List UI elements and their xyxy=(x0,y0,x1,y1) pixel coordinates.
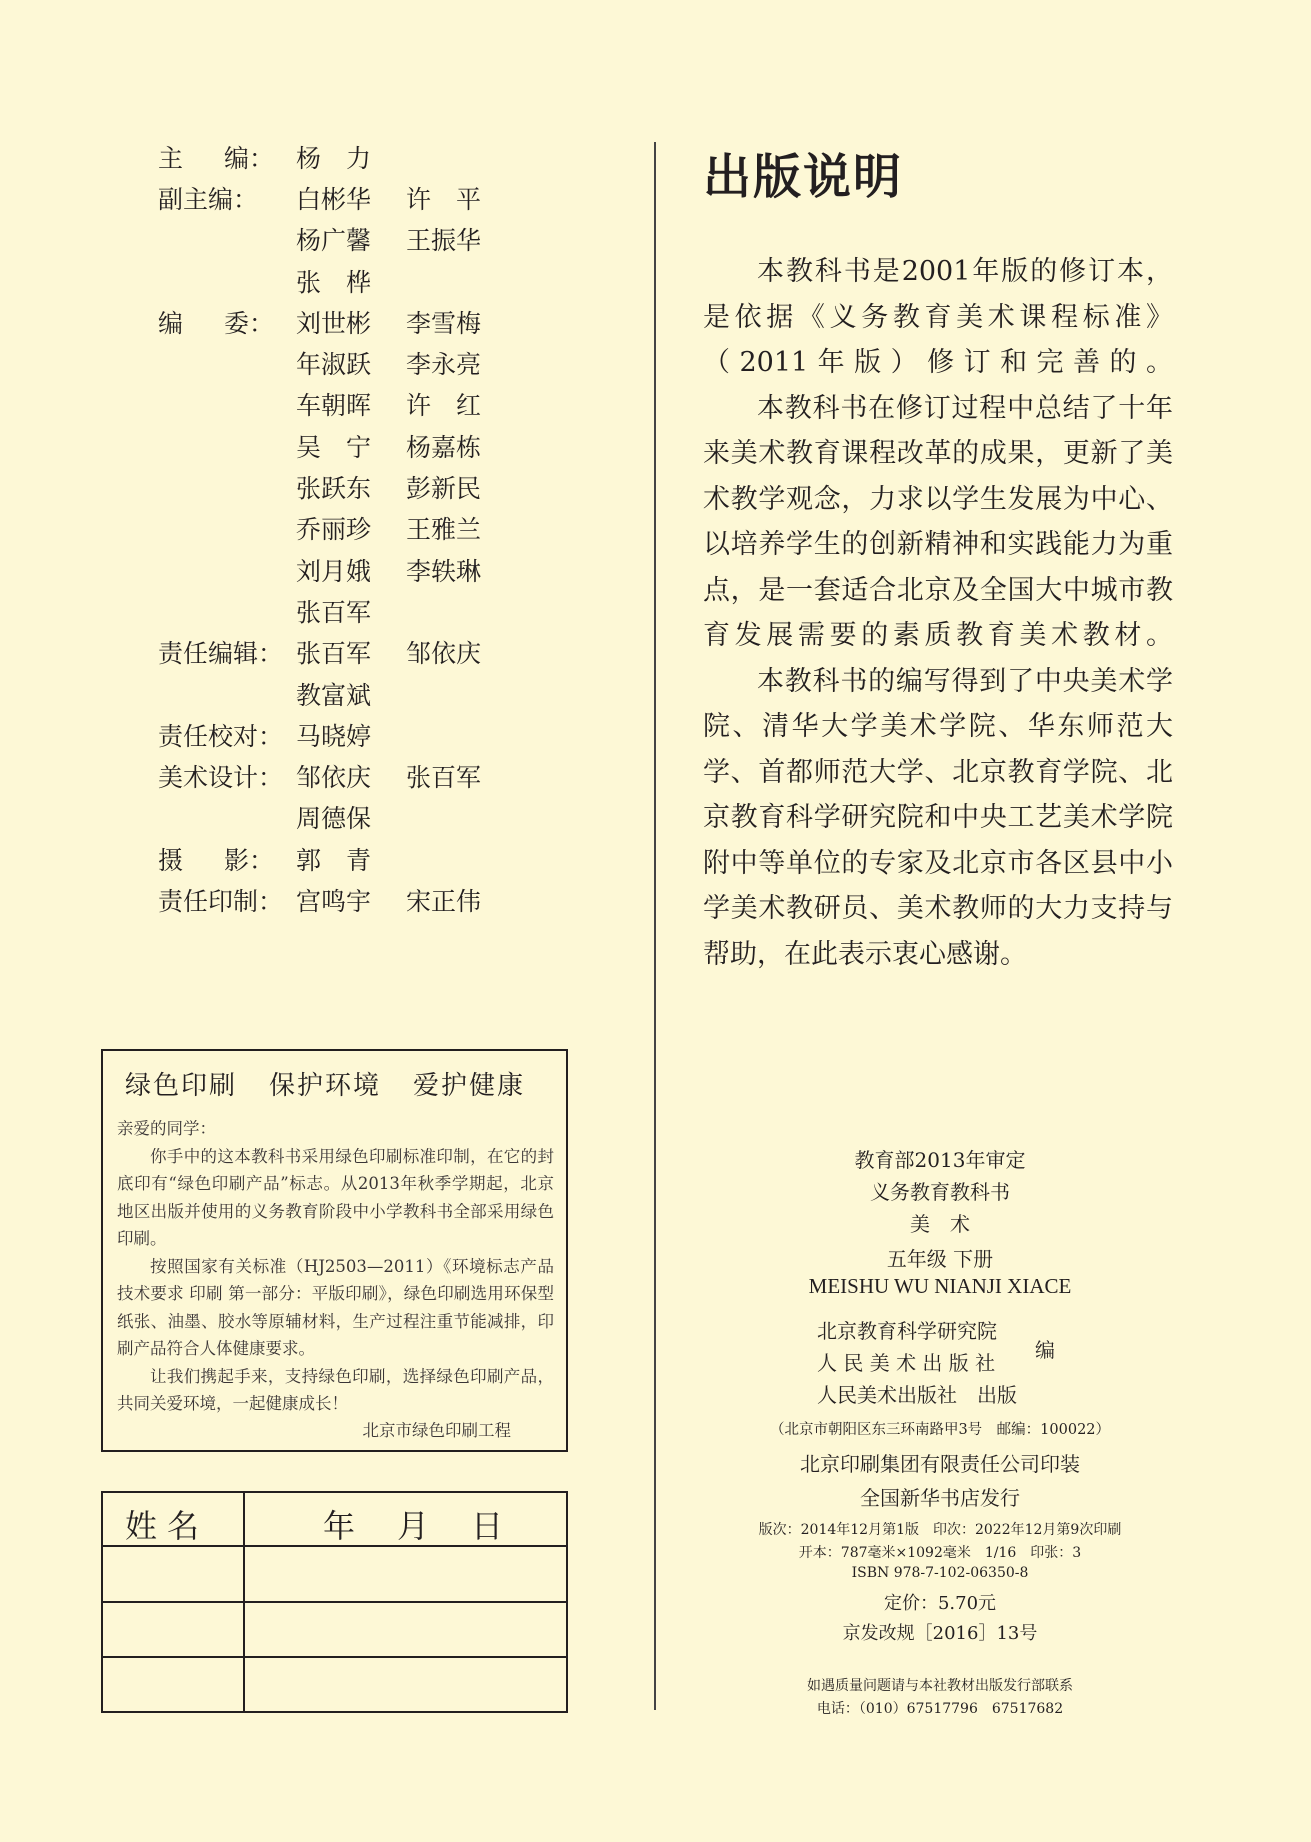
publisher-line: 人民美术出版社 出版 xyxy=(817,1383,1017,1407)
credit-name: 周德保 xyxy=(296,804,372,834)
series-line: 义务教育教科书 xyxy=(870,1180,1010,1204)
credit-row xyxy=(158,301,618,342)
credit-row xyxy=(158,590,618,631)
credit-role-text: 责任印制： xyxy=(158,886,284,916)
credit-row xyxy=(158,260,618,301)
name-date-table xyxy=(101,1491,568,1713)
credit-name: 许 平 xyxy=(406,184,482,214)
printer-line: 北京印刷集团有限责任公司印装 xyxy=(800,1452,1080,1476)
credit-name: 郭 青 xyxy=(296,845,372,875)
name-column-header: 姓名 xyxy=(125,1507,210,1545)
credit-name: 吴 宁 xyxy=(296,432,372,462)
credit-role-text: 编 xyxy=(158,308,184,338)
credit-name: 李雪梅 xyxy=(406,308,482,338)
green-box-paragraph: 你手中的这本教科书采用绿色印刷标准印制，在它的封底印有“绿色印刷产品”标志。从2013年秋季学期起，北京地区出版并使用的义务教育阶段中小学教科书全部采用绿色印刷。 xyxy=(117,1146,554,1248)
credit-row xyxy=(158,879,618,920)
credit-name: 张百军 xyxy=(296,639,372,669)
notes-paragraph: 本教科书在修订过程中总结了十年来美术教育课程改革的成果，更新了美术教学观念，力求以学生发展为中心、以培养学生的创新精神和实践能力为重点，是一套适合北京及全国大中城市教育发展需要的素质教育美术教材。 xyxy=(703,392,1173,651)
credit-names xyxy=(296,221,516,257)
credit-role-text: 摄 xyxy=(158,845,184,875)
credit-names xyxy=(296,882,516,918)
green-box-paragraph: 让我们携起手来，支持绿色印刷，选择绿色印刷产品，共同关爱环境，一起健康成长！ xyxy=(117,1366,554,1413)
credit-name: 车朝晖 xyxy=(296,391,372,421)
credit-role-text: 责任校对： xyxy=(158,721,284,751)
isbn-line: ISBN 978-7-102-06350-8 xyxy=(851,1565,1029,1581)
editor-mark: 编 xyxy=(1035,1338,1055,1362)
green-box-signature: 北京市绿色印刷工程 xyxy=(362,1421,511,1440)
credit-name: 王雅兰 xyxy=(406,515,482,545)
credit-name: 刘月娥 xyxy=(296,556,372,586)
credit-name: 杨 力 xyxy=(296,143,372,173)
pricing-code-line: 京发改规［2016］13号 xyxy=(842,1623,1038,1644)
credit-names xyxy=(296,758,516,794)
credit-row xyxy=(158,342,618,383)
credit-role xyxy=(158,180,296,216)
date-column-header xyxy=(323,1501,503,1547)
credit-row xyxy=(158,136,618,177)
credit-names xyxy=(296,552,516,588)
credit-row xyxy=(158,549,618,590)
credit-names xyxy=(296,180,516,216)
credit-role-text: 责任编辑： xyxy=(158,639,284,669)
table-divider xyxy=(103,1656,566,1658)
page-title: 出版说明 xyxy=(703,149,904,205)
editor-credits-list xyxy=(158,136,618,921)
credit-role-text: 影： xyxy=(223,845,274,875)
credit-role-text: 委： xyxy=(223,308,274,338)
edition-line: 版次：2014年12月第1版 印次：2022年12月第9次印刷 xyxy=(758,1522,1122,1538)
credit-names xyxy=(296,634,516,670)
notes-paragraph: 本教科书是2001年版的修订本，是依据《义务教育美术课程标准》（2011年版）修订和完善的。 xyxy=(703,256,1173,378)
credit-name: 马晓婷 xyxy=(296,721,372,751)
credit-name: 张跃东 xyxy=(296,474,372,504)
credit-names xyxy=(296,469,516,505)
credit-row xyxy=(158,673,618,714)
credit-role-text: 主 xyxy=(158,143,184,173)
credit-row xyxy=(158,714,618,755)
address-line: （北京市朝阳区东三环南路甲3号 邮编：100022） xyxy=(769,1422,1111,1438)
credit-name: 王振华 xyxy=(406,226,482,256)
credit-row xyxy=(158,466,618,507)
credit-names xyxy=(296,799,406,835)
credit-row xyxy=(158,384,618,425)
green-box-title-part: 绿色印刷 xyxy=(125,1071,238,1101)
credit-role-text: 副主编： xyxy=(158,184,259,214)
credit-name: 杨广馨 xyxy=(296,226,372,256)
credit-role xyxy=(158,841,296,877)
credit-name: 白彬华 xyxy=(296,184,372,214)
green-box-title-part: 保护环境 xyxy=(269,1071,382,1101)
table-divider xyxy=(103,1601,566,1603)
date-header-year: 年 xyxy=(323,1507,356,1545)
credit-name: 李轶琳 xyxy=(406,556,482,586)
quality-note-line: 如遇质量问题请与本社教材出版发行部联系 xyxy=(807,1678,1073,1694)
credit-row xyxy=(158,838,618,879)
credit-names xyxy=(296,428,516,464)
credit-row xyxy=(158,425,618,466)
credit-row xyxy=(158,219,618,260)
green-box-title xyxy=(125,1065,525,1102)
credit-role xyxy=(158,634,296,670)
credit-role xyxy=(158,304,296,340)
colophon-lower xyxy=(750,0,1130,1842)
credit-names xyxy=(296,676,406,712)
green-box-greeting: 亲爱的同学： xyxy=(117,1119,216,1138)
credit-name: 邹依庆 xyxy=(406,639,482,669)
green-box-title-part: 爱护健康 xyxy=(413,1071,526,1101)
credit-role xyxy=(158,882,296,918)
credit-names xyxy=(296,139,406,175)
notes-paragraph: 本教科书的编写得到了中央美术学院、清华大学美术学院、华东师范大学、首都师范大学、北京教育学院、北京教育科学研究院和中央工艺美术学院附中等单位的专家及北京市各区县中小学美术教研员、美术教师的大力支持与帮助，在此表示衷心感谢。 xyxy=(703,665,1173,970)
credit-name: 许 红 xyxy=(406,391,482,421)
credit-name: 教富斌 xyxy=(296,680,372,710)
credit-role xyxy=(158,758,296,794)
credit-name: 李永亮 xyxy=(406,350,482,380)
credit-names xyxy=(296,841,406,877)
phone-line: 电话：（010）67517796 67517682 xyxy=(816,1701,1064,1717)
credit-name: 张百军 xyxy=(406,763,482,793)
credit-role-text: 美术设计： xyxy=(158,763,284,793)
date-header-month: 月 xyxy=(396,1507,429,1545)
credit-row xyxy=(158,632,618,673)
credit-names xyxy=(296,345,516,381)
credit-row xyxy=(158,508,618,549)
distributor-line: 全国新华书店发行 xyxy=(860,1486,1020,1510)
credit-name: 年淑跃 xyxy=(296,350,372,380)
credit-names xyxy=(296,717,406,753)
credit-name: 宋正伟 xyxy=(406,886,482,916)
column-divider xyxy=(654,142,656,1710)
credit-names xyxy=(296,593,406,629)
credit-name: 杨嘉栋 xyxy=(406,432,482,462)
credit-row xyxy=(158,177,618,218)
subject-line: 美 术 xyxy=(910,1212,970,1236)
credit-names xyxy=(296,304,516,340)
credit-row xyxy=(158,755,618,796)
approval-line: 教育部2013年审定 xyxy=(854,1148,1026,1172)
editor-line: 人 民 美 术 出 版 社 xyxy=(817,1351,996,1375)
credit-names xyxy=(296,386,516,422)
credit-name: 乔丽珍 xyxy=(296,515,372,545)
date-header-day: 日 xyxy=(470,1507,503,1545)
credit-role xyxy=(158,717,296,753)
credit-name: 彭新民 xyxy=(406,474,482,504)
credit-name: 张百军 xyxy=(296,597,372,627)
credit-name: 邹依庆 xyxy=(296,763,372,793)
grade-line: 五年级 下册 xyxy=(886,1247,994,1271)
pinyin-line: MEISHU WU NIANJI XIACE xyxy=(808,1274,1072,1298)
editor-line: 北京教育科学研究院 xyxy=(817,1319,997,1343)
credit-role-text: 编： xyxy=(223,143,274,173)
credit-role xyxy=(158,139,296,175)
credit-names xyxy=(296,263,406,299)
green-box-body xyxy=(117,1115,554,1418)
format-line: 开本：787毫米×1092毫米 1/16 印张：3 xyxy=(798,1545,1082,1561)
green-box-paragraph: 按照国家有关标准（HJ2503—2011）《环境标志产品技术要求 印刷 第一部分：平版印刷》，绿色印刷选用环保型纸张、油墨、胶水等原辅材料，生产过程注重节能减排，印刷产品符合人体健康要求。 xyxy=(117,1256,554,1358)
price-line: 定价：5.70元 xyxy=(883,1593,997,1614)
credit-name: 张 桦 xyxy=(296,267,372,297)
credit-name: 宫鸣宇 xyxy=(296,886,372,916)
credit-names xyxy=(296,510,516,546)
credit-name: 刘世彬 xyxy=(296,308,372,338)
credit-row xyxy=(158,797,618,838)
green-printing-notice xyxy=(101,1049,568,1452)
